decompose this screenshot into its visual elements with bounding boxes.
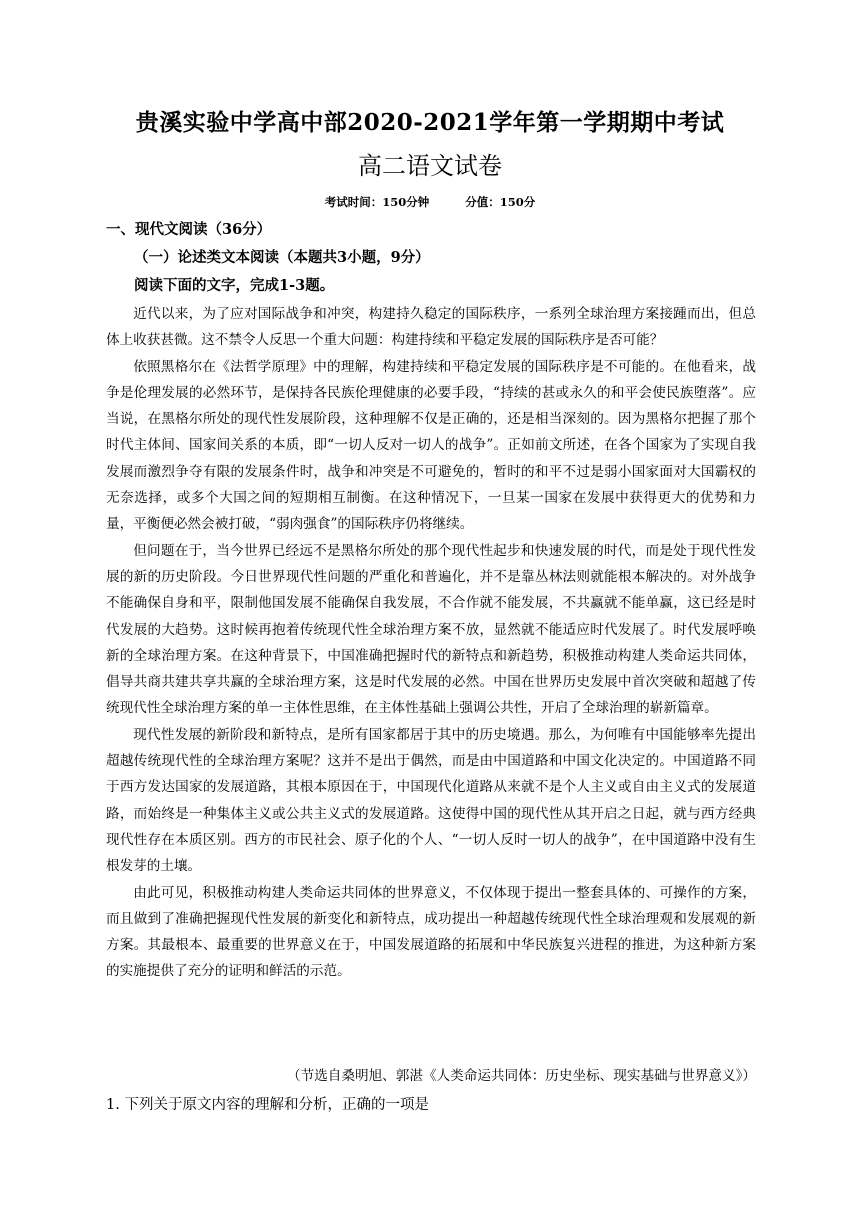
reading-instruction: 阅读下面的文字，完成1-3题。 (134, 277, 335, 294)
subsection-heading: （一）论述类文本阅读（本题共3小题，9分） (134, 249, 430, 266)
article-paragraph: 但问题在于，当今世界已经远不是黑格尔所处的那个现代性起步和快速发展的时代，而是处于现代性发展的新的历史阶段。今日世界现代性问题的严重化和普遍化，并不是靠丛林法则就能根本解决的。对外战争不能确保自身和平，限制他国发展不能确保自我发展，不合作就不能发展，不共赢就不能单赢，这已经是时代发展的大趋势。这时候再抱着传统现代性全球治理方案不放，显然就不能适应时代发展了。时代发展呼唤新的全球治理方案。在这种背景下，中国准确把握时代的新特点和新趋势，积极推动构建人类命运共同体，倡导共商共建共享共赢的全球治理方案，这是时代发展的必然。中国在世界历史发展中首次突破和超越了传统现代性全球治理方案的单一主体性思维，在主体性基础上强调公共性，开启了全球治理的崭新篇章。 (106, 542, 756, 717)
article-paragraph: 由此可见，积极推动构建人类命运共同体的世界意义，不仅体现于提出一整套具体的、可操作的方案，而且做到了准确把握现代性发展的新变化和新特点，成功提出一种超越传统现代性全球治理观和发展观的新方案。其最根本、最重要的世界意义在于，中国发展道路的拓展和中华民族复兴进程的推进，为这种新方案的实施提供了充分的证明和鲜活的示范。 (106, 884, 756, 980)
exam-score: 分值：150分 (465, 195, 536, 209)
exam-time: 考试时间：150分钟 (324, 195, 430, 209)
article-source: （节选自桑明旭、郭湛《人类命运共同体：历史坐标、现实基础与世界意义》） (287, 1068, 756, 1084)
article-paragraph: 近代以来，为了应对国际战争和冲突，构建持久稳定的国际秩序，一系列全球治理方案接踵而出，但总体上收获甚微。这不禁令人反思一个重大问题：构建持续和平稳定发展的国际秩序是否可能？ (106, 306, 756, 349)
exam-subtitle: 高二语文试卷 (358, 152, 502, 180)
article-paragraph: 现代性发展的新阶段和新特点，是所有国家都居于其中的历史境遇。那么，为何唯有中国能够率先提出超越传统现代性的全球治理方案呢？这并不是出于偶然，而是由中国道路和中国文化决定的。中国道路不同于西方发达国家的发展道路，其根本原因在于，中国现代化道路从来就不是个人主义或自由主义式的发展道路，而始终是一种集体主义或公共主义式的发展道路。这使得中国的现代性从其开启之日起，就与西方经典现代性存在本质区别。西方的市民社会、原子化的个人、“一切人反时一切人的战争”，在中国道路中没有生根发芽的土壤。 (106, 726, 756, 875)
exam-title: 贵溪实验中学高中部2020-2021学年第一学期期中考试 (135, 109, 725, 136)
section-heading: 一、现代文阅读（36分） (106, 221, 272, 238)
article-paragraph: 依照黑格尔在《法哲学原理》中的理解，构建持续和平稳定发展的国际秩序是不可能的。在他看来，战争是伦理发展的必然环节，是保持各民族伦理健康的必要手段，“持续的甚或永久的和平会使民族堕落”。应当说，在黑格尔所处的现代性发展阶段，这种理解不仅是正确的，还是相当深刻的。因为黑格尔把握了那个时代主体间、国家间关系的本质，即“一切人反对一切人的战争”。正如前文所述，在各个国家为了实现自我发展而激烈争夺有限的发展条件时，战争和冲突是不可避免的，暂时的和平不过是弱小国家面对大国霸权的无奈选择，或多个大国之间的短期相互制衡。在这种情况下，一旦某一国家在发展中获得更大的优势和力量，平衡便必然会被打破，“弱肉强食”的国际秩序仍将继续。 (106, 358, 756, 533)
exam-info (0, 194, 860, 210)
article-body (106, 301, 756, 985)
question-1: 1. 下列关于原文内容的理解和分析，正确的一项是 (106, 1097, 429, 1113)
